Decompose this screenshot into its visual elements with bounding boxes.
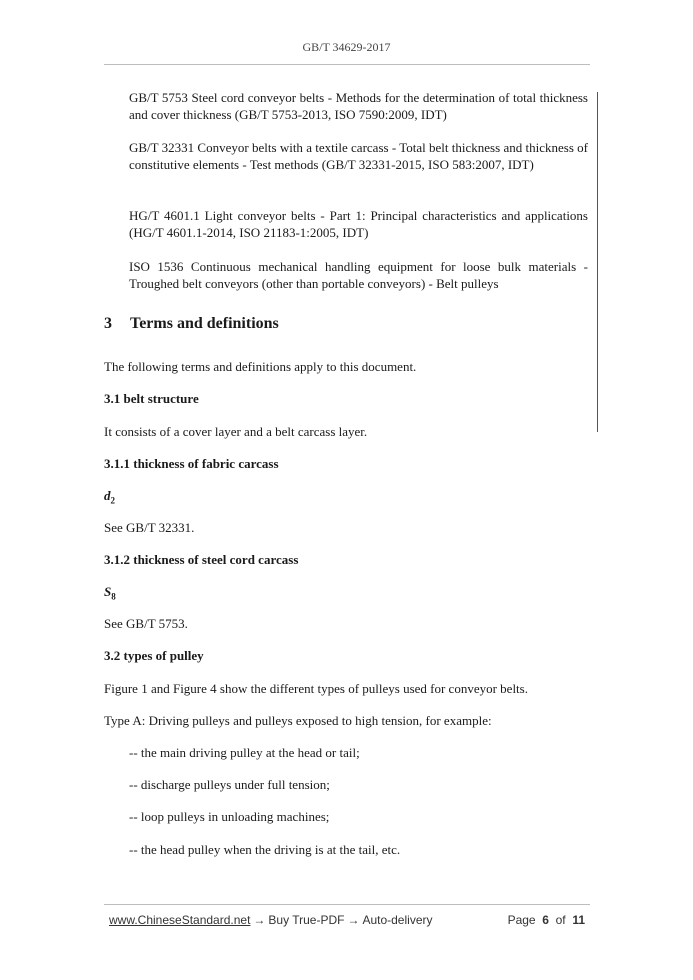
- section-heading-terms: [104, 315, 279, 333]
- list-item: -- discharge pulleys under full tension;: [129, 777, 330, 792]
- symbol-s8: [104, 583, 588, 606]
- store-link[interactable]: www.ChineseStandard.net: [109, 913, 251, 927]
- section-title: Terms and definitions: [130, 315, 279, 332]
- page-indicator: [508, 913, 585, 927]
- term-definition-3-1: It consists of a cover layer and a belt carcass layer.: [104, 424, 368, 439]
- page-number: 6: [542, 913, 549, 927]
- page-total: 11: [572, 913, 585, 927]
- type-a-description: Type A: Driving pulleys and pulleys exposed to high tension, for example:: [104, 713, 492, 728]
- pulley-types-intro: Figure 1 and Figure 4 show the different types of pulleys used for conveyor belts.: [104, 681, 528, 696]
- header-divider: [104, 64, 590, 65]
- symbol-main: S: [104, 584, 112, 599]
- buy-pdf-text: Buy True-PDF: [268, 913, 345, 927]
- list-item: -- the main driving pulley at the head or tail;: [129, 745, 360, 760]
- arrow-icon: →: [253, 913, 266, 927]
- page-label: Page: [507, 913, 536, 927]
- reference-gbt-32331: GB/T 32331 Conveyor belts with a textile carcass - Total belt thickness and thickness of constitutive elements - Test methods (GB/T 32331-2015, ISO 583:2007, IDT): [129, 140, 588, 172]
- footer-divider: [104, 904, 590, 905]
- reference-hgt-4601-1: HG/T 4601.1 Light conveyor belts - Part 1: Principal characteristics and applications (HG/T 4601.1-2014, ISO 21183-1:2005, IDT): [129, 208, 588, 240]
- symbol-d2: [104, 487, 588, 510]
- term-heading-3-2: 3.2 types of pulley: [104, 648, 204, 663]
- term-definition-3-1-1: See GB/T 32331.: [104, 520, 195, 535]
- list-item: -- the head pulley when the driving is at the tail, etc.: [129, 842, 401, 857]
- auto-delivery-text: Auto-delivery: [362, 913, 433, 927]
- list-item: -- loop pulleys in unloading machines;: [129, 809, 330, 824]
- arrow-icon: →: [347, 913, 360, 927]
- term-heading-3-1-1: 3.1.1 thickness of fabric carcass: [104, 456, 279, 471]
- running-header: GB/T 34629-2017: [302, 40, 391, 54]
- section-intro: The following terms and definitions apply to this document.: [104, 359, 417, 374]
- symbol-main: d: [104, 488, 111, 503]
- term-definition-3-1-2: See GB/T 5753.: [104, 616, 188, 631]
- change-bar: [597, 92, 598, 432]
- page-footer: [109, 913, 585, 927]
- term-heading-3-1-2: 3.1.2 thickness of steel cord carcass: [104, 552, 299, 567]
- section-number: 3: [104, 315, 112, 332]
- term-heading-3-1: 3.1 belt structure: [104, 391, 199, 406]
- reference-iso-1536: ISO 1536 Continuous mechanical handling equipment for loose bulk materials - Troughed belt conveyors (other than portable conveyors) - Belt pulleys: [129, 259, 588, 291]
- symbol-subscript: 2: [110, 495, 115, 506]
- symbol-subscript: 8: [111, 591, 116, 602]
- reference-gbt-5753: GB/T 5753 Steel cord conveyor belts - Methods for the determination of total thickness and cover thickness (GB/T 5753-2013, ISO 7590:2009, IDT): [129, 90, 588, 122]
- of-label: of: [555, 913, 566, 927]
